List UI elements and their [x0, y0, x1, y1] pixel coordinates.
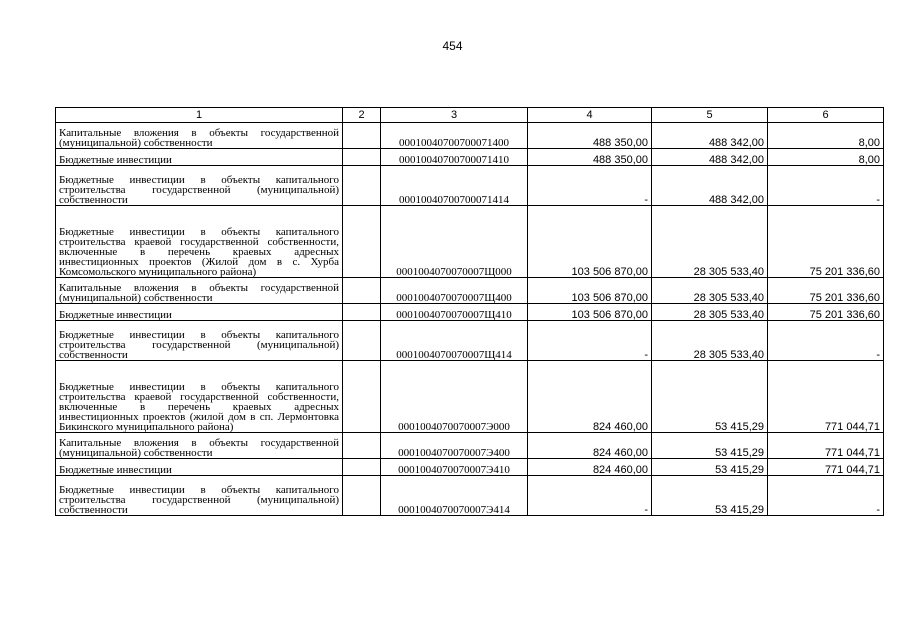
row-value-col5: 488 342,00	[652, 123, 768, 149]
row-budget-code: 0001004070070007Щ414	[381, 321, 528, 361]
column-header: 1	[56, 108, 343, 123]
row-value-col4: -	[528, 321, 652, 361]
row-value-col6: -	[768, 476, 884, 516]
row-column-2	[343, 459, 381, 476]
table-row	[56, 278, 884, 304]
row-value-col5: 28 305 533,40	[652, 278, 768, 304]
row-value-col6: 8,00	[768, 149, 884, 166]
row-value-col6: 75 201 336,60	[768, 304, 884, 321]
row-column-2	[343, 149, 381, 166]
row-value-col4: 103 506 870,00	[528, 304, 652, 321]
row-budget-code: 0001004070070007Э414	[381, 476, 528, 516]
row-value-col5: 53 415,29	[652, 361, 768, 433]
row-value-col4: 824 460,00	[528, 459, 652, 476]
row-value-col6: 771 044,71	[768, 433, 884, 459]
column-header: 2	[343, 108, 381, 123]
row-column-2	[343, 123, 381, 149]
row-budget-code: 0001004070070007Щ410	[381, 304, 528, 321]
row-description: Бюджетные инвестиции в объекты капитального строительства государственной (муниципальной) собственности	[56, 166, 343, 206]
row-budget-code: 0001004070070007Э400	[381, 433, 528, 459]
row-value-col6: 75 201 336,60	[768, 206, 884, 278]
row-column-2	[343, 166, 381, 206]
row-description: Бюджетные инвестиции в объекты капитального строительства краевой государственной собственности, включенные в перечень краевых адресных инвестиционных проектов (Жилой дом в с. Хурба Комсомольского муниципального района)	[56, 206, 343, 278]
row-value-col6: -	[768, 166, 884, 206]
row-value-col6: -	[768, 321, 884, 361]
row-value-col4: -	[528, 166, 652, 206]
row-value-col5: 28 305 533,40	[652, 304, 768, 321]
row-description: Бюджетные инвестиции в объекты капитального строительства краевой государственной собственности, включенные в перечень краевых адресных инвестиционных проектов (жилой дом в сп. Лермонтовка Бикинского муниципального района)	[56, 361, 343, 433]
table-row	[56, 433, 884, 459]
row-description: Бюджетные инвестиции	[56, 304, 343, 321]
row-description: Капитальные вложения в объекты государственной (муниципальной) собственности	[56, 123, 343, 149]
row-budget-code: 0001004070070007Э410	[381, 459, 528, 476]
row-column-2	[343, 206, 381, 278]
row-value-col5: 53 415,29	[652, 433, 768, 459]
table-header-row	[56, 108, 884, 123]
row-value-col4: 103 506 870,00	[528, 206, 652, 278]
row-value-col5: 28 305 533,40	[652, 206, 768, 278]
row-budget-code: 00010040700700071400	[381, 123, 528, 149]
row-value-col4: -	[528, 476, 652, 516]
column-header: 3	[381, 108, 528, 123]
row-budget-code: 0001004070070007Щ000	[381, 206, 528, 278]
table-row	[56, 476, 884, 516]
row-budget-code: 00010040700700071410	[381, 149, 528, 166]
row-column-2	[343, 433, 381, 459]
table-row	[56, 321, 884, 361]
table-row	[56, 123, 884, 149]
row-value-col5: 28 305 533,40	[652, 321, 768, 361]
row-value-col5: 53 415,29	[652, 476, 768, 516]
row-column-2	[343, 361, 381, 433]
row-budget-code: 0001004070070007Щ400	[381, 278, 528, 304]
row-value-col4: 824 460,00	[528, 433, 652, 459]
row-description: Капитальные вложения в объекты государственной (муниципальной) собственности	[56, 433, 343, 459]
row-value-col6: 771 044,71	[768, 361, 884, 433]
row-value-col6: 771 044,71	[768, 459, 884, 476]
row-value-col4: 488 350,00	[528, 123, 652, 149]
column-header: 5	[652, 108, 768, 123]
column-header: 6	[768, 108, 884, 123]
row-value-col6: 75 201 336,60	[768, 278, 884, 304]
row-column-2	[343, 321, 381, 361]
row-description: Бюджетные инвестиции	[56, 149, 343, 166]
row-description: Капитальные вложения в объекты государственной (муниципальной) собственности	[56, 278, 343, 304]
row-value-col5: 53 415,29	[652, 459, 768, 476]
row-value-col4: 488 350,00	[528, 149, 652, 166]
row-description: Бюджетные инвестиции в объекты капитального строительства государственной (муниципальной) собственности	[56, 321, 343, 361]
table-row	[56, 304, 884, 321]
row-value-col4: 103 506 870,00	[528, 278, 652, 304]
row-column-2	[343, 476, 381, 516]
row-description: Бюджетные инвестиции	[56, 459, 343, 476]
table-row	[56, 166, 884, 206]
row-description: Бюджетные инвестиции в объекты капитального строительства государственной (муниципальной) собственности	[56, 476, 343, 516]
budget-table	[55, 107, 884, 516]
table-row	[56, 361, 884, 433]
row-column-2	[343, 278, 381, 304]
row-budget-code: 00010040700700071414	[381, 166, 528, 206]
table-row	[56, 459, 884, 476]
row-budget-code: 0001004070070007Э000	[381, 361, 528, 433]
table-row	[56, 206, 884, 278]
row-value-col5: 488 342,00	[652, 149, 768, 166]
column-header: 4	[528, 108, 652, 123]
table-row	[56, 149, 884, 166]
row-column-2	[343, 304, 381, 321]
row-value-col5: 488 342,00	[652, 166, 768, 206]
row-value-col6: 8,00	[768, 123, 884, 149]
row-value-col4: 824 460,00	[528, 361, 652, 433]
page-number: 454	[442, 39, 463, 53]
